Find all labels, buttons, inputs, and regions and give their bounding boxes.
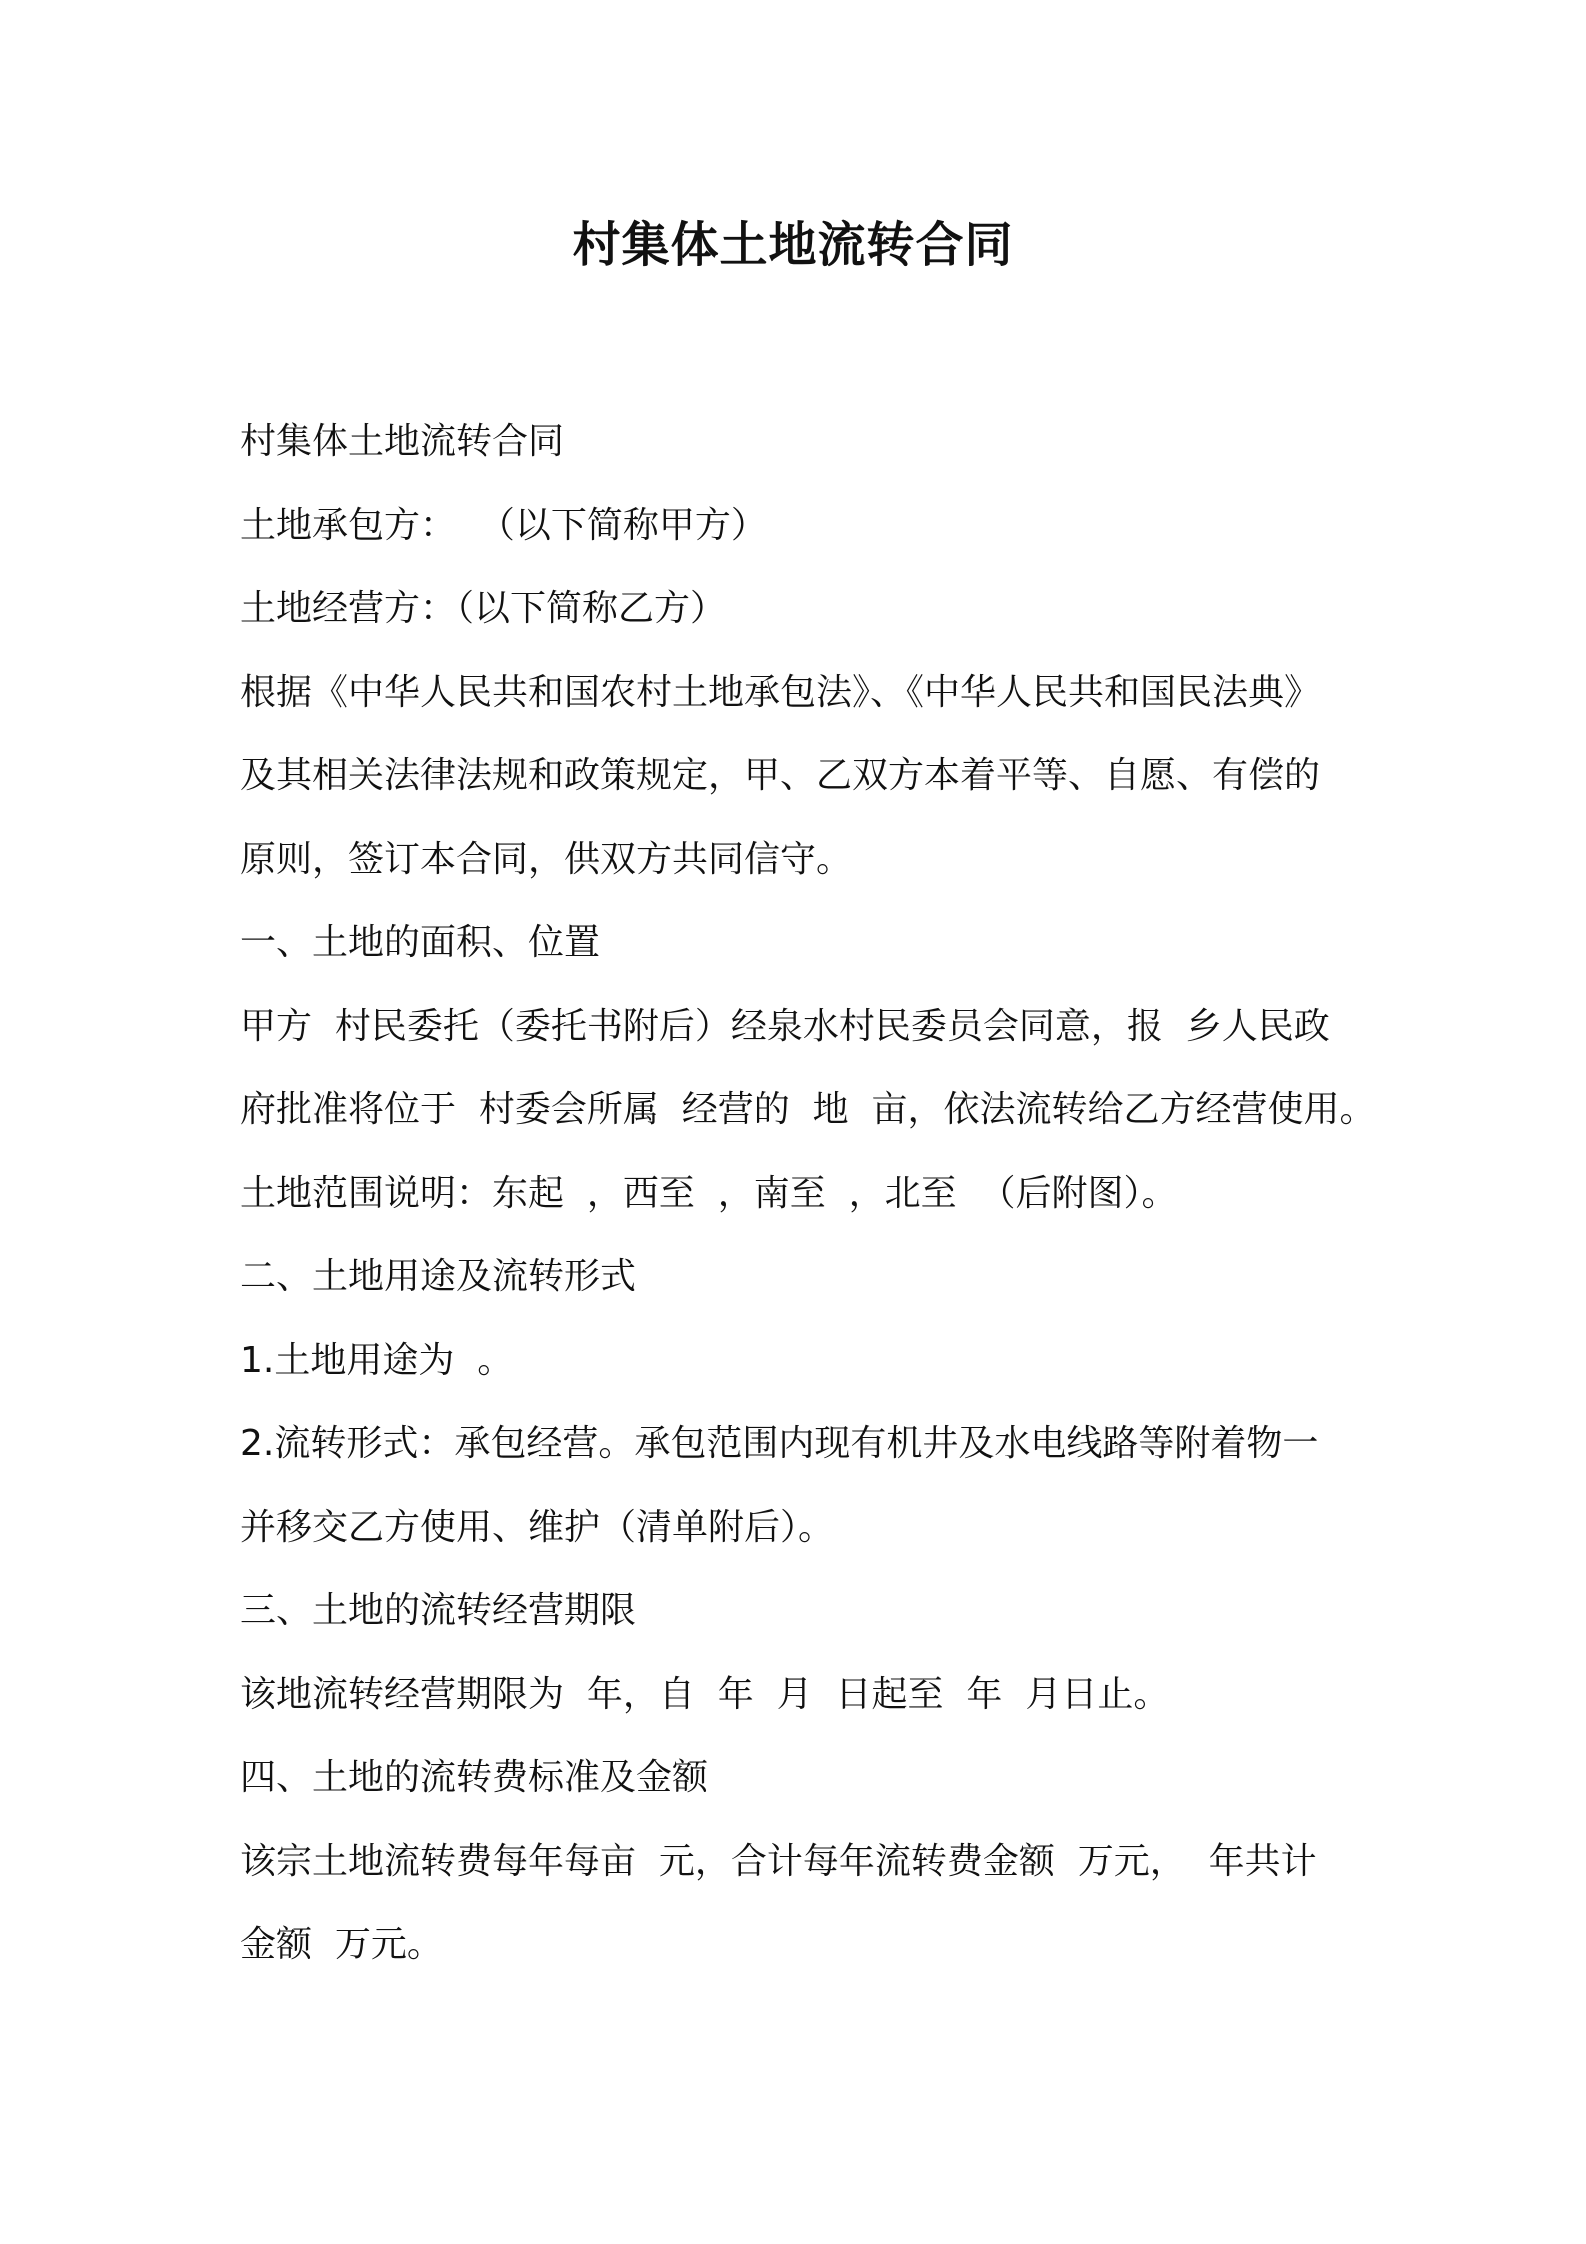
section-text-line: 2.流转形式：承包经营。承包范围内现有机井及水电线路等附着物一 xyxy=(240,1423,1319,1464)
section-text-line: 甲方 村民委托（委托书附后）经泉水村民委员会同意，报 乡人民政 xyxy=(240,1005,1330,1047)
preamble-line: 及其相关法律法规和政策规定，甲、乙双方本着平等、自愿、有偿的 xyxy=(240,755,1321,796)
preamble-line: 根据《中华人民共和国农村土地承包法》、《中华人民共和国民法典》 xyxy=(240,671,1321,713)
document-body xyxy=(240,400,1380,1987)
party-b-line: 土地经营方：（以下简称乙方） xyxy=(240,588,727,629)
section-heading: 三、土地的流转经营期限 xyxy=(240,1590,637,1631)
section-text-line: 府批准将位于 村委会所属 经营的 地 亩，依法流转给乙方经营使用。 xyxy=(240,1089,1376,1130)
section-heading: 一、土地的面积、位置 xyxy=(240,922,601,963)
document-title: 村集体土地流转合同 xyxy=(572,217,1014,273)
section-text-line: 该地流转经营期限为 年，自 年 月 日起至 年 月日止。 xyxy=(240,1673,1170,1715)
section-heading: 二、土地用途及流转形式 xyxy=(240,1256,637,1297)
section-heading: 四、土地的流转费标准及金额 xyxy=(240,1757,709,1798)
section-text-line: 1.土地用途为 。 xyxy=(240,1339,514,1381)
section-text-line: 该宗土地流转费每年每亩 元，合计每年流转费金额 万元， 年共计 xyxy=(240,1840,1317,1882)
section-text-line: 土地范围说明：东起 ，西至 ，南至 ，北至 （后附图）。 xyxy=(240,1172,1178,1214)
preamble-line: 原则，签订本合同，供双方共同信守。 xyxy=(240,838,853,880)
party-a-line: 土地承包方： （以下简称甲方） xyxy=(240,504,767,546)
section-text-line: 并移交乙方使用、维护（清单附后）。 xyxy=(240,1506,835,1548)
paragraph-heading: 村集体土地流转合同 xyxy=(240,421,565,462)
section-text-line: 金额 万元。 xyxy=(240,1924,443,1965)
